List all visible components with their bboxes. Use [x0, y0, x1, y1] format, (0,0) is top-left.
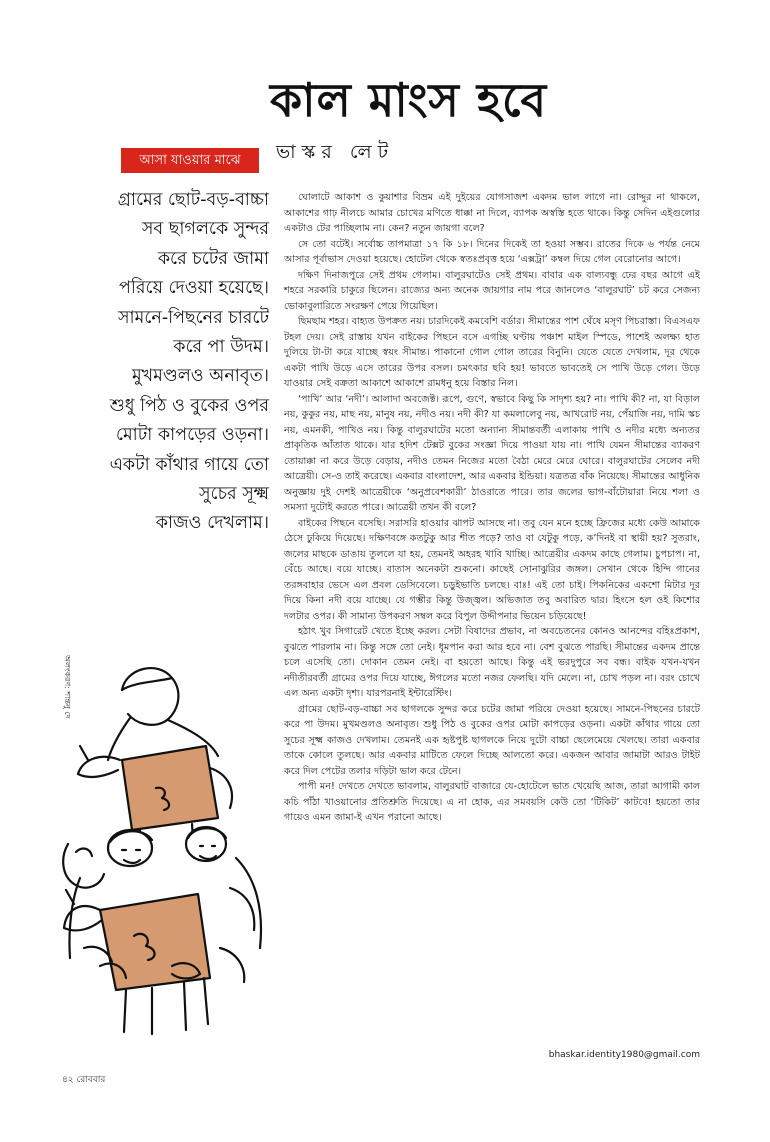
- pull-quote-line: মোটা কাপড়ের ওড়না।: [115, 425, 269, 446]
- pull-quote-line: করে চটের জামা: [157, 248, 269, 269]
- article-paragraph: গ্রামের ছোট-বড়-বাচ্চা সব ছাগলকে সুন্দর করে চটের জামা পরিয়ে দেওয়া হয়েছে। সামনে-পিছনের চারটে করে পা উদম। মুখমণ্ডলও অনাবৃত। শুধু পিঠ ও বুকের ওপর মোটা কাপড়ের ওড়না। একটা কাঁথার গায়ে তো সুচের সূক্ষ্ম কাজও দেখলাম। তেমনই এক হৃষ্টপুষ্ট ছাগলকে নিয়ে দুটো বাচ্চা ছেলেমেয়ে খেলছে। তারা একবার তাকে কোলে তুলছে। আর একবার মাটিতে ফেলে দিচ্ছে আলতো করে। একজন আবার জামাটা আরও টাইট করে দিল পেটের তলার দড়িটা ভাল করে টেনে।: [284, 703, 700, 777]
- pull-quote-line: কাজও দেখলাম।: [155, 513, 269, 534]
- page-folio: ৪২ রোববার: [62, 1075, 106, 1085]
- illustration: [60, 648, 272, 1050]
- section-tag: আসা যাওয়ার মাঝে: [121, 148, 259, 173]
- article-title: কাল মাংস হবে: [270, 73, 548, 127]
- pull-quote-line: মুখমণ্ডলও অনাবৃত।: [131, 366, 269, 387]
- article-paragraph: বাইকের পিছনে বসেছি। সরাসরি হাওয়ার ঝাপট আসছে না। তবু যেন মনে হচ্ছে ফ্রিজের মধ্যে কেউ আমাকে ঠেসে ঢুকিয়ে দিয়েছে। দক্ষিণবঙ্গে কতটুকু আর শীত পড়ে? তাও বা যেটুকু পড়ে, ক’দিনই বা স্থায়ী হয়? সুতরাং, জলের মাছকে ডাঙায় তুললে যা হয়, তেমনই অহরহ খাবি খাচ্ছি। আত্রেয়ীর একদম কাছে গেলাম। চুপচাপ। না, বেঁচে আছে। বয়ে যাচ্ছে। বাতাস অনেকটা শুকনো। কাছেই সোনাঝুরির জঙ্গল। সেখান থেকে হিন্দি গানের তরঙ্গবাহার ভেসে এল প্রবল ডেসিবেলে। চড়ুইভাতি চলছে। বাঃ! এই তো চাই। পিকনিকের একশো মিটার দূর দিয়ে কিনা নদী বয়ে যাচ্ছে। যে গম্ভীর কিন্তু উজ্জ্বল। অভিজাত তবু অবারিত দ্বার। হিংসে হল ওই কিশোর দলটার ওপর। কী সামান্য উপকরণ সম্বল করে বিপুল উদ্দীপনার ভিয়েন চড়িয়েছে!: [284, 517, 700, 622]
- pull-quote-line: সব ছাগলকে সুন্দর: [141, 219, 269, 240]
- article-paragraph: পাপী মন! দেখতে দেখতে ভাবলাম, বালুরঘাট বাজারে যে-হোটেলে ভাত খেয়েছি আজ, তারা আগামী কাল কচি পাঁঠা খাওয়ানোর প্রতিশ্রুতি দিয়েছে। এ না হোক, এর সমবয়সি কেউ তো ‘টিকিট’ কাটবে! হয়তো তার গায়েও এমন জামা-ই এখন পরানো আছে।: [284, 781, 700, 823]
- pull-quote: [64, 186, 269, 539]
- illustration-credit: অলংকরণ: শান্তনু দে: [63, 655, 72, 719]
- author-email: bhaskar.identity1980@gmail.com: [548, 1050, 700, 1060]
- article-body: [284, 190, 700, 826]
- pull-quote-line: শুধু পিঠ ও বুকের ওপর: [109, 395, 269, 416]
- pull-quote-line: একটা কাঁথার গায়ে তো: [109, 454, 269, 475]
- pull-quote-line: করে পা উদম।: [173, 337, 269, 358]
- article-paragraph: ঘোলাটে আকাশ ও কুয়াশার বিভ্রম এই দুইয়ের যোগসাজশ একদম ভাল লাগে না। রোদ্দুর না থাকলে, আকাশের গাঢ় নীলচে আমার চোখের মণিতে ধাক্কা না দিলে, ব্যাপক অস্বস্তি হতে থাকে। কিন্তু সেদিন এইগুলোর একটাও টের পাচ্ছিলাম না। কেন? নতুন জায়গা বলে?: [284, 192, 700, 234]
- article-paragraph: দক্ষিণ দিনাজপুরে সেই প্রথম গেলাম। বালুরঘাটেও সেই প্রথম। বাবার এক বাল্যবন্ধু ঢের বছর আগে এই শহরে সরকারি চাকুরে ছিলেন। রাজ্যের অন্য অনেক জায়গার নাম পরে জানলেও ‘বালুরঘাট’ চট করে সেজন্য ভোকাবুলারিতে সংরক্ষণ পেয়ে গিয়েছিল।: [284, 269, 700, 312]
- illustration-drawing: [60, 648, 272, 1050]
- pull-quote-line: পরিয়ে দেওয়া হয়েছে।: [119, 278, 269, 299]
- article-paragraph: ‘পাখি’ আর ‘নদী’। আলাদা অবজেক্ট। রূপে, গুণে, স্বভাবে কিছু কি সাদৃশ্য হয়? না। পাখি কী? না, যা বিড়াল নয়, কুকুর নয়, মাছ নয়, মানুষ নয়, নদীও নয়। নদী কী? যা কমলালেবু নয়, আখরোট নয়, পেঁয়াজি নয়, দামি স্কচ নয়, এমনকী, পাখিও নয়। কিন্তু বালুরঘাটের মতো অন্যান্য সীমান্তবর্তী এলাকায় পাখি ও নদীর মধ্যে অন্যতর প্রাকৃতিক আঁতাত থাকে। যার হদিশ টেক্সট বুকের সংজ্ঞা দিয়ে পাওয়া যায় না। পাখি যেমন সীমান্তের ব্যাকরণ তোয়াক্কা না করে উড়ে বেড়ায়, নদীও তেমন নিজের মতো বৈঠা মেরে মেরে ঘোরে। বালুরঘাটের সেলেব নদী আত্রেয়ী। সে-ও তাই করেছে। একবার বাংলাদেশ, আর একবার ইন্ডিয়া। যত্রতত্র বাঁক নিয়েছে। সীমান্তের আধুনিক অনুজ্ঞায় দুই দেশই আত্রেয়ীকে ‘অনুপ্রবেশকারী’ ঠাওরাতে পারে। তার জলের ভাগ-বাঁটোয়ারা নিয়ে শলা ও সমস্যা দুটোই করতে পারে। আত্রেয়ী তখন কী বলে?: [284, 393, 700, 513]
- pull-quote-line: গ্রামের ছোট-বড়-বাচ্চা: [117, 190, 269, 210]
- article-paragraph: ছিমছাম শহর। বাহ্যত উপক্রত নয়। চারদিকেই কমবেশি বর্ডার। সীমান্তের পাশ ঘেঁষে মসৃণ পিচরাস্তা। বিএসএফ টহল দেয়। সেই রাস্তায় যখন বাইকের পিছনে বসে এগচ্ছি ঘণ্টায় পঞ্চাশ মাইল স্পিডে, পাশেই অলক্ষ্য হাত দুলিয়ে টা-টা করে যাচ্ছে স্বয়ং সীমান্ত। পাকানো গোল গোল তারের বিনুনি। যেতে যেতে দেখলাম, দূর থেকে একটা পাখি উড়ে এসে তারের উপর বসল। চমৎকার ছবি হয়! ভাবতে ভাবতেই সে পাখি উড়ে গেল। উড়ে যাওয়ার সেই বক্রতা আকাশে আকাশে রামধনু হয়ে বিস্তার নিল।: [284, 316, 700, 389]
- article-paragraph: হঠাৎ খুব সিগারেট খেতে ইচ্ছে করল। সেটা বিষাদের প্রভাব, না অবচেতনের কোনও আনন্দের বহিঃপ্রকাশ, বুঝতে পারলাম না। কিন্তু সঙ্গে তো নেই। ধূমপান করা আর হবে না। বেশ বুঝতে পারছি। সীমান্তের একদম প্রান্তে চলে এসেছি তো। দোকান তেমন নেই। বা হয়তো আছে। কিন্তু এই ভরদুপুরে সব বন্ধ। বাইক যখন-যখন নদীতীরবর্তী গ্রামের ওপর দিয়ে যাচ্ছে, ঈগলের মতো নজর ফেলছি। যদি মেলে। না, চোখ পড়ল না। বরং চোখে এল অন্য একটা দৃশ্য। যারপরনাই ইন্টারেস্টিং।: [284, 626, 700, 699]
- pull-quote-line: সামনে-পিছনের চারটে: [117, 307, 269, 328]
- article-paragraph: সে তো বটেই। সর্বোচ্চ তাপমাত্রা ১৭ কি ১৮। দিনের দিকেই তা হওয়া সম্ভব। রাতের দিকে ৬ পর্যন্ত নেমে আসার পূর্বাভাস দেওয়া হয়েছে। হোটেল থেকে স্বতঃপ্রবৃত্ত হয়ে ‘এক্সট্রা’ কম্বল দিয়ে গেল বেরোনোর আগে।: [284, 238, 700, 265]
- pull-quote-line: সুচের সূক্ষ্ম: [199, 484, 269, 505]
- author-byline: ভাস্কর লেট: [276, 141, 395, 163]
